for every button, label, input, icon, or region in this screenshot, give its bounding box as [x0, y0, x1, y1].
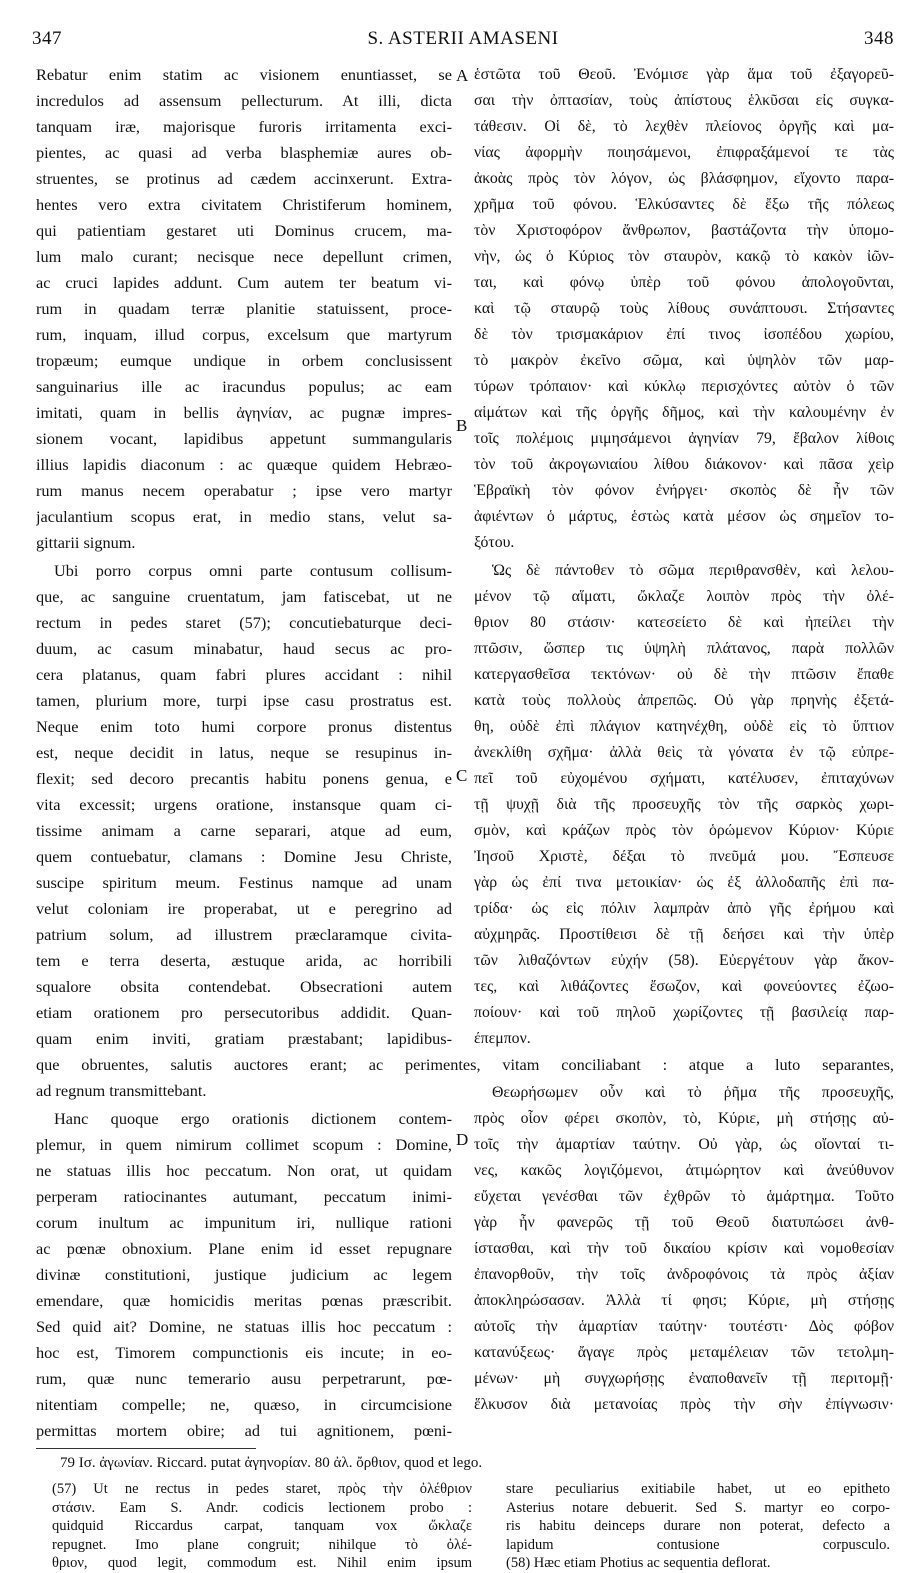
margin-marker-c: C: [456, 766, 468, 785]
greek-text-line: τοῖς πολέμοις μιμησάμενοι ἀγηνίαν 79, ἔβαλον λίθοις: [474, 430, 894, 447]
greek-text-line: ἀποκληρώσασαν. Ἀλλὰ τί φησι; Κύριε, μὴ στήσῃς: [474, 1292, 894, 1309]
latin-text-line: que, ac sanguine cruentatum, jam fatiscebat, ut ne: [36, 587, 452, 606]
latin-text-line: squalore obsita contendebat. Obsecrationi autem: [36, 977, 452, 996]
latin-text-line: suscipe spiritum meum. Festinus namque ad unam: [36, 873, 452, 892]
greek-text-line: τῶν λιθαζόντων εὐχήν (58). Εὐεργέτουν γὰρ ἄκον-: [474, 952, 894, 969]
latin-text-line: Ubi porro corpus omni parte contusum collisum-: [54, 561, 452, 580]
latin-text-line: duum, ac casum minabatur, haud secus ac pro-: [36, 639, 452, 658]
greek-text-line: τῇ ψυχῇ διὰ τῆς προσευχῆς τὸν τῆς σαρκὸς χωρι-: [474, 796, 894, 813]
greek-text-line: κατεργασθεῖσα τεκτόνων· οὐ δὲ τὴν πτῶσιν ἔπαθε: [474, 666, 894, 683]
greek-text-line: νίας ἀφορμὴν ποιησάμενοι, ἐπιφραξάμενοί τε τὰς: [474, 144, 894, 161]
greek-text-line: τὸν Χριστοφόρον ἄνθρωπον, βαστάζοντα τὴν ὑπομο-: [474, 222, 894, 239]
latin-text-line: imitati, quam in bellis ἀγηνίαν, ac pugnæ impres-: [36, 403, 452, 422]
latin-text-line: qui patientiam gestaret uti Dominus crucem, ma-: [36, 221, 452, 240]
greek-text-line: νες, κακῶς λογιζόμενοι, ἀτιμώρητον καὶ ἀνεύθυνον: [474, 1162, 894, 1179]
latin-text-line: corum inultum ac impunitum iri, nullique rationi: [36, 1213, 452, 1232]
greek-text-line: μένων· μὴ συγχωρήσῃς ἐναποθανεῖν τῇ περιτομῇ·: [474, 1370, 894, 1387]
greek-text-line: αὐχμηρᾶς. Προστίθεισι δὲ τῇ δεήσει καὶ τὴν ὑπὲρ: [474, 926, 894, 943]
greek-text-line: τοῖς τὴν ἁμαρτίαν ταύτην. Οὐ γὰρ, ὡς οἴονταί τι-: [474, 1136, 894, 1153]
greek-text-line: αὐτοῖς τὴν ἁμαρτίαν ταύτην· τουτέστι· Δὸς φόβον: [474, 1318, 894, 1335]
greek-text-line: ἀκοὰς πρὸς τὸν λόγον, ὡς βλάσφημον, εἴχοντο παρα-: [474, 170, 894, 187]
running-title: S. ASTERII AMASENI: [367, 28, 559, 49]
right-page-number: 348: [864, 28, 894, 49]
latin-text-line: rectum in pedes staret (57); concutiebaturque deci-: [36, 613, 452, 632]
note-text-line: στάσιν. Eam S. Andr. codicis lectionem probo :: [52, 1499, 472, 1516]
latin-text-line: illius lapidis diaconum : ac quæque quidem Hebræo-: [36, 455, 452, 474]
latin-text-line: ad regnum transmittebant.: [36, 1081, 207, 1100]
latin-text-line: Sed quid ait? Domine, ne statuas illis hoc peccatum :: [36, 1317, 452, 1336]
greek-section-2: [474, 558, 894, 1052]
greek-text-line: τὸ μακρὸν ἐκεῖνο σῶμα, καὶ ὑψηλὸν τῶν μαρ-: [474, 352, 894, 369]
latin-text-line: ac pœnæ obnoxium. Plane enim id esset repugnare: [36, 1239, 452, 1258]
greek-text-line: γὰρ ἦν φανερῶς τῇ τοῦ Θεοῦ διατυπώσει ἀνθ-: [474, 1214, 894, 1231]
greek-text-line: τὸν τοῦ ἀκρογωνιαίου λίθου διάκονον· καὶ πᾶσα χεὶρ: [474, 456, 894, 473]
greek-text-line: δὲ τὸν τρισμακάριον ἐπί τινος ἰσοπέδου χωρίου,: [474, 326, 894, 343]
latin-text-line: gittarii signum.: [36, 533, 136, 552]
latin-text-line: velut coloniam ire properabat, ut e peregrino ad: [36, 899, 452, 918]
latin-text-line: hoc est, Timorem compunctionis eis incute; in eo-: [36, 1343, 452, 1362]
greek-text-line: χρῆμα τοῦ φόνου. Ἑλκύσαντες δὲ ἔξω τῆς πόλεως: [474, 196, 894, 213]
note-text-line: lapidum contusione corpusculo.: [506, 1536, 890, 1553]
full-width-line: que obruentes, salutis auctores erant; ac perimentes, vitam conciliabant : atque a luto separantes,: [36, 1055, 894, 1074]
note-text-line: ris habitu deinceps durare non poterat, defecto a: [506, 1518, 890, 1534]
greek-text-line: τάθεσιν. Οἱ δὲ, τὸ λεχθὲν πλείονος ὀργῆς καὶ μα-: [474, 118, 894, 135]
greek-text-line: έπεμπον.: [474, 1030, 531, 1047]
latin-text-line: Hanc quoque ergo orationis dictionem contem-: [54, 1109, 452, 1128]
latin-text-line: sanguinarius ille ac iracundus populus; ac eam: [36, 377, 452, 396]
note-text-line: θριον, quod legit, commodum est. Nihil enim ipsum: [52, 1555, 472, 1571]
greek-text-line: πρὸς οἷον φέρει σκοπὸν, τὸ, Κύριε, μὴ στήσῃς αὐ-: [474, 1110, 894, 1127]
commentary-notes-left: [52, 1480, 472, 1573]
margin-marker-a: A: [456, 66, 469, 85]
latin-text-line: rum, quæ nunc temerario ausu perpetrarunt, pœ-: [36, 1369, 452, 1388]
greek-text-line: ται, καὶ φόνῳ ὑπὲρ τοῦ φόνου ἀπολογοῦνται,: [474, 274, 894, 291]
footnote-rule: [36, 1448, 256, 1449]
latin-text-line: rum, inquam, illud corpus, excelsum que martyrum: [36, 325, 452, 344]
greek-text-line: ἐπανορθοῦν, τὴν τοῖς ἀνδροφόνοις τὰ πρὸς ἀξίαν: [474, 1266, 894, 1283]
latin-section-3: [36, 1106, 452, 1444]
greek-text-line: Ὡς δὲ πάντοθεν τὸ σῶμα περιθρανσθὲν, καὶ λελου-: [492, 562, 894, 579]
latin-text-line: permittas mortem obire; ad tui agnitionem, pœni-: [36, 1421, 452, 1440]
margin-marker-b: B: [456, 416, 468, 435]
latin-text-line: quem contuebatur, clamans : Domine Jesu Christe,: [36, 847, 452, 866]
commentary-notes-right: [506, 1480, 890, 1573]
latin-text-line: ne statuas illis hoc peccatum. Non orat, ut quidam: [36, 1161, 452, 1180]
greek-text-line: Ἰησοῦ Χριστὲ, δέξαι τὸ πνεῦμά μου. Ἔσπευσε: [474, 848, 894, 865]
greek-text-line: τες, καὶ λιθάζοντες ἔσωζον, καὶ φονεύοντες ἐζωο-: [474, 978, 894, 995]
greek-text-line: θη, οὐδὲ ἐπὶ πλάγιον κατηνέχθη, οὐδὲ εἰς τὸ ὕπτιον: [474, 718, 894, 735]
latin-text-line: sionem vocant, lapidibus appetunt summangularis: [36, 429, 452, 448]
note-text-line: (58) Hæc etiam Photius ac sequentia deflorat.: [506, 1555, 771, 1571]
latin-text-line: rum manus necem operabatur ; ipse vero martyr: [36, 481, 452, 500]
full-width-text: [36, 1052, 894, 1104]
latin-text-line: vita excessit; urgens oratione, instansque quam ci-: [36, 795, 452, 814]
left-page-number: 347: [32, 28, 62, 49]
latin-text-line: rum in quadam terræ planitie statuissent, proce-: [36, 299, 452, 318]
latin-text-line: tanquam iræ, majorisque furoris irritamenta exci-: [36, 117, 452, 136]
latin-text-line: tissime animam a carne separari, atque ad eum,: [36, 821, 452, 840]
latin-text-line: pientes, ac quasi ad verba blasphemiæ aures ob-: [36, 143, 452, 162]
latin-text-line: Neque enim toto humi corpore pronus distentus: [36, 717, 452, 736]
greek-text-line: νὴν, ὡς ὁ Κύριος τὸν σταυρὸν, κακῷ τὸ κακὸν ἰῶν-: [474, 248, 894, 265]
latin-text-line: divinæ constitutioni, justique judicium ac legem: [36, 1265, 452, 1284]
note-text-line: stare peculiarius exitiabile habet, ut eo epitheto: [506, 1481, 890, 1497]
note-text-line: quidquid Riccardus carpat, tanquam vox ὤκλαζε: [52, 1518, 472, 1534]
greek-text-line: κατὰ τοὺς πολλοὺς ἀπρεπῶς. Οὐ γὰρ πρηνὴς ἐξετά-: [474, 692, 894, 709]
note-text-line: (57) Ut ne rectus in pedes staret, πρὸς τὴν ὀλέθριον: [52, 1481, 472, 1497]
greek-text-line: τύρων τρόπαιον· καὶ κύκλῳ περισχόντες αὐτὸν ὁ τῶν: [474, 378, 894, 395]
latin-text-line: ac cruci lapides addunt. Cum autem ter beatum vi-: [36, 273, 452, 292]
latin-text-line: jaculantium scopus erat, in medio stans, velut sa-: [36, 507, 452, 526]
greek-text-line: Θεωρήσωμεν οὖν καὶ τὸ ῥῆμα τῆς προσευχῆς,: [492, 1084, 894, 1101]
latin-text-line: tem e terra deserta, æstuque arida, ac horribili: [36, 951, 452, 970]
greek-text-line: αἱμάτων καὶ τῆς ὀργῆς δῆμος, καὶ τὴν καλουμένην ἐν: [474, 404, 894, 421]
note-text-line: repugnet. Imo plane congruit; nihilque τὸ ὀλέ-: [52, 1536, 472, 1553]
latin-text-line: flexit; sed decoro precantis habitu ponens genua, e: [36, 769, 452, 788]
greek-text-line: ἀνεκλίθη σχῆμα· ἀλλὰ θεὶς τὰ γόνατα ἐν τῷ εὐπρε-: [474, 744, 894, 761]
greek-text-line: Ἑβραϊκὴ τὸν φόνον ἐνήργει· σκοπὸς δὲ ἦν τῶν: [474, 482, 894, 499]
latin-section-2: [36, 558, 452, 1052]
latin-text-line: perperam ratiocinantes autumant, peccatum inimi-: [36, 1187, 452, 1206]
latin-text-line: struentes, se protinus ad cædem accinxerunt. Extra-: [36, 169, 452, 188]
running-header: [32, 28, 894, 52]
greek-text-line: σαι τὴν ὀπτασίαν, τοὺς ἀπίστους ἑλκῦσαι εἰς συγκα-: [474, 92, 894, 109]
greek-text-line: πεῖ τοῦ εὐχομένου σχήματι, κατέλυσεν, ἐπιταχύνων: [474, 770, 894, 787]
greek-text-line: ἕλκυσον διὰ μετανοίας πρὸς τὴν σὴν ἐπίγνωσιν·: [474, 1396, 894, 1413]
greek-text-line: ξότου.: [474, 534, 515, 551]
margin-marker-d: D: [456, 1130, 469, 1149]
latin-text-line: tropæum; eumque undique in orbem conclusissent: [36, 351, 452, 370]
greek-text-line: ποίουν· καὶ τοῦ πηλοῦ χωρίζοντες τῇ βασιλείᾳ παρ-: [474, 1004, 894, 1021]
latin-text-line: Rebatur enim statim ac visionem enuntiasset, se: [36, 65, 452, 84]
greek-text-line: καὶ τῷ σταυρῷ τοὺς λίθους συνάπτουσι. Στήσαντες: [474, 300, 894, 317]
latin-text-line: emendare, quæ homicidis meritas pœnas præscribit.: [36, 1291, 452, 1310]
greek-text-line: ἀφιέντων ὁ μάρτυς, ἑστὼς κατὰ μέσον ὡς σημεῖον το-: [474, 508, 894, 525]
greek-section-1: [474, 62, 894, 556]
latin-section-1: [36, 62, 452, 556]
latin-text-line: tamen, plurium more, turpi ipse casu prostratus est.: [36, 691, 452, 710]
latin-text-line: quam enim inviti, gratiam præstabant; lapidibus-: [36, 1029, 452, 1048]
greek-text-line: μένον τῷ αἵματι, ὤκλαζε λοιπὸν πρὸς τὴν ὀλέ-: [474, 588, 894, 605]
latin-text-line: cera platanus, quam fabri plures accidant : nihil: [36, 665, 452, 684]
greek-text-line: πτῶσιν, ὥσπερ τις ὑψηλὴ πλάτανος, παρὰ πολλῶν: [474, 640, 894, 657]
latin-text-line: incredulos ad assensum pellecturum. At illi, dicta: [36, 91, 452, 110]
latin-text-line: est, neque decidit in latus, neque se resupinus in-: [36, 743, 452, 762]
greek-text-line: σμὸν, καὶ κράζων πρὸς τὸν ὁρώμενον Κύριον· Κύριε: [474, 822, 894, 839]
greek-section-3: [474, 1080, 894, 1418]
greek-text-line: θριον 80 στάσιν· κατεσείετο δὲ καὶ ἠπείλει τὴν: [474, 614, 894, 631]
greek-text-line: τρίδα· ὡς εἰς πόλιν λαμπρὰν ἀπὸ γῆς ἐρήμου καὶ: [474, 900, 894, 917]
greek-text-line: ίστασθαι, καὶ τὴν τοῦ δικαίου κρίσιν καὶ νομοθεσίαν: [474, 1240, 894, 1257]
latin-text-line: hentes vero extra civitatem Christiferum hominem,: [36, 195, 452, 214]
apparatus-footnote: 79 Ισ. ἀγωνίαν. Riccard. putat ἀγηνορίαν. 80 ἀλ. ὄρθιον, quod et lego.: [60, 1455, 483, 1471]
latin-text-line: etiam orationem pro persecutoribus addidit. Quan-: [36, 1003, 452, 1022]
greek-text-line: γὰρ ὡς ἐπί τινα μετοικίαν· ὡς ἐξ ἀλλοδαπῆς ἐπὶ πα-: [474, 874, 894, 891]
note-text-line: Asterius notare debuerit. Sed S. martyr eo corpo-: [506, 1499, 890, 1516]
latin-text-line: lum malo curant; necisque nece depellunt crimen,: [36, 247, 452, 266]
latin-text-line: plemur, in quem nimirum collimet scopum : Domine,: [36, 1135, 452, 1154]
greek-text-line: εὔχεται γενέσθαι τῶν ἐχθρῶν τὸ ἁμάρτημα. Τοῦτο: [474, 1188, 894, 1205]
greek-text-line: ἑστῶτα τοῦ Θεοῦ. Ἐνόμισε γὰρ ἅμα τοῦ ἐξαγορεῦ-: [474, 66, 894, 83]
greek-text-line: κατανύξεως· ἄγαγε πρὸς μεταμέλειαν τῶν τετολμη-: [474, 1344, 894, 1361]
latin-text-line: patrium solum, ad illustrem præclaramque civita-: [36, 925, 452, 944]
latin-text-line: nitentiam compelle; ne, quæso, in circumcisione: [36, 1395, 452, 1414]
